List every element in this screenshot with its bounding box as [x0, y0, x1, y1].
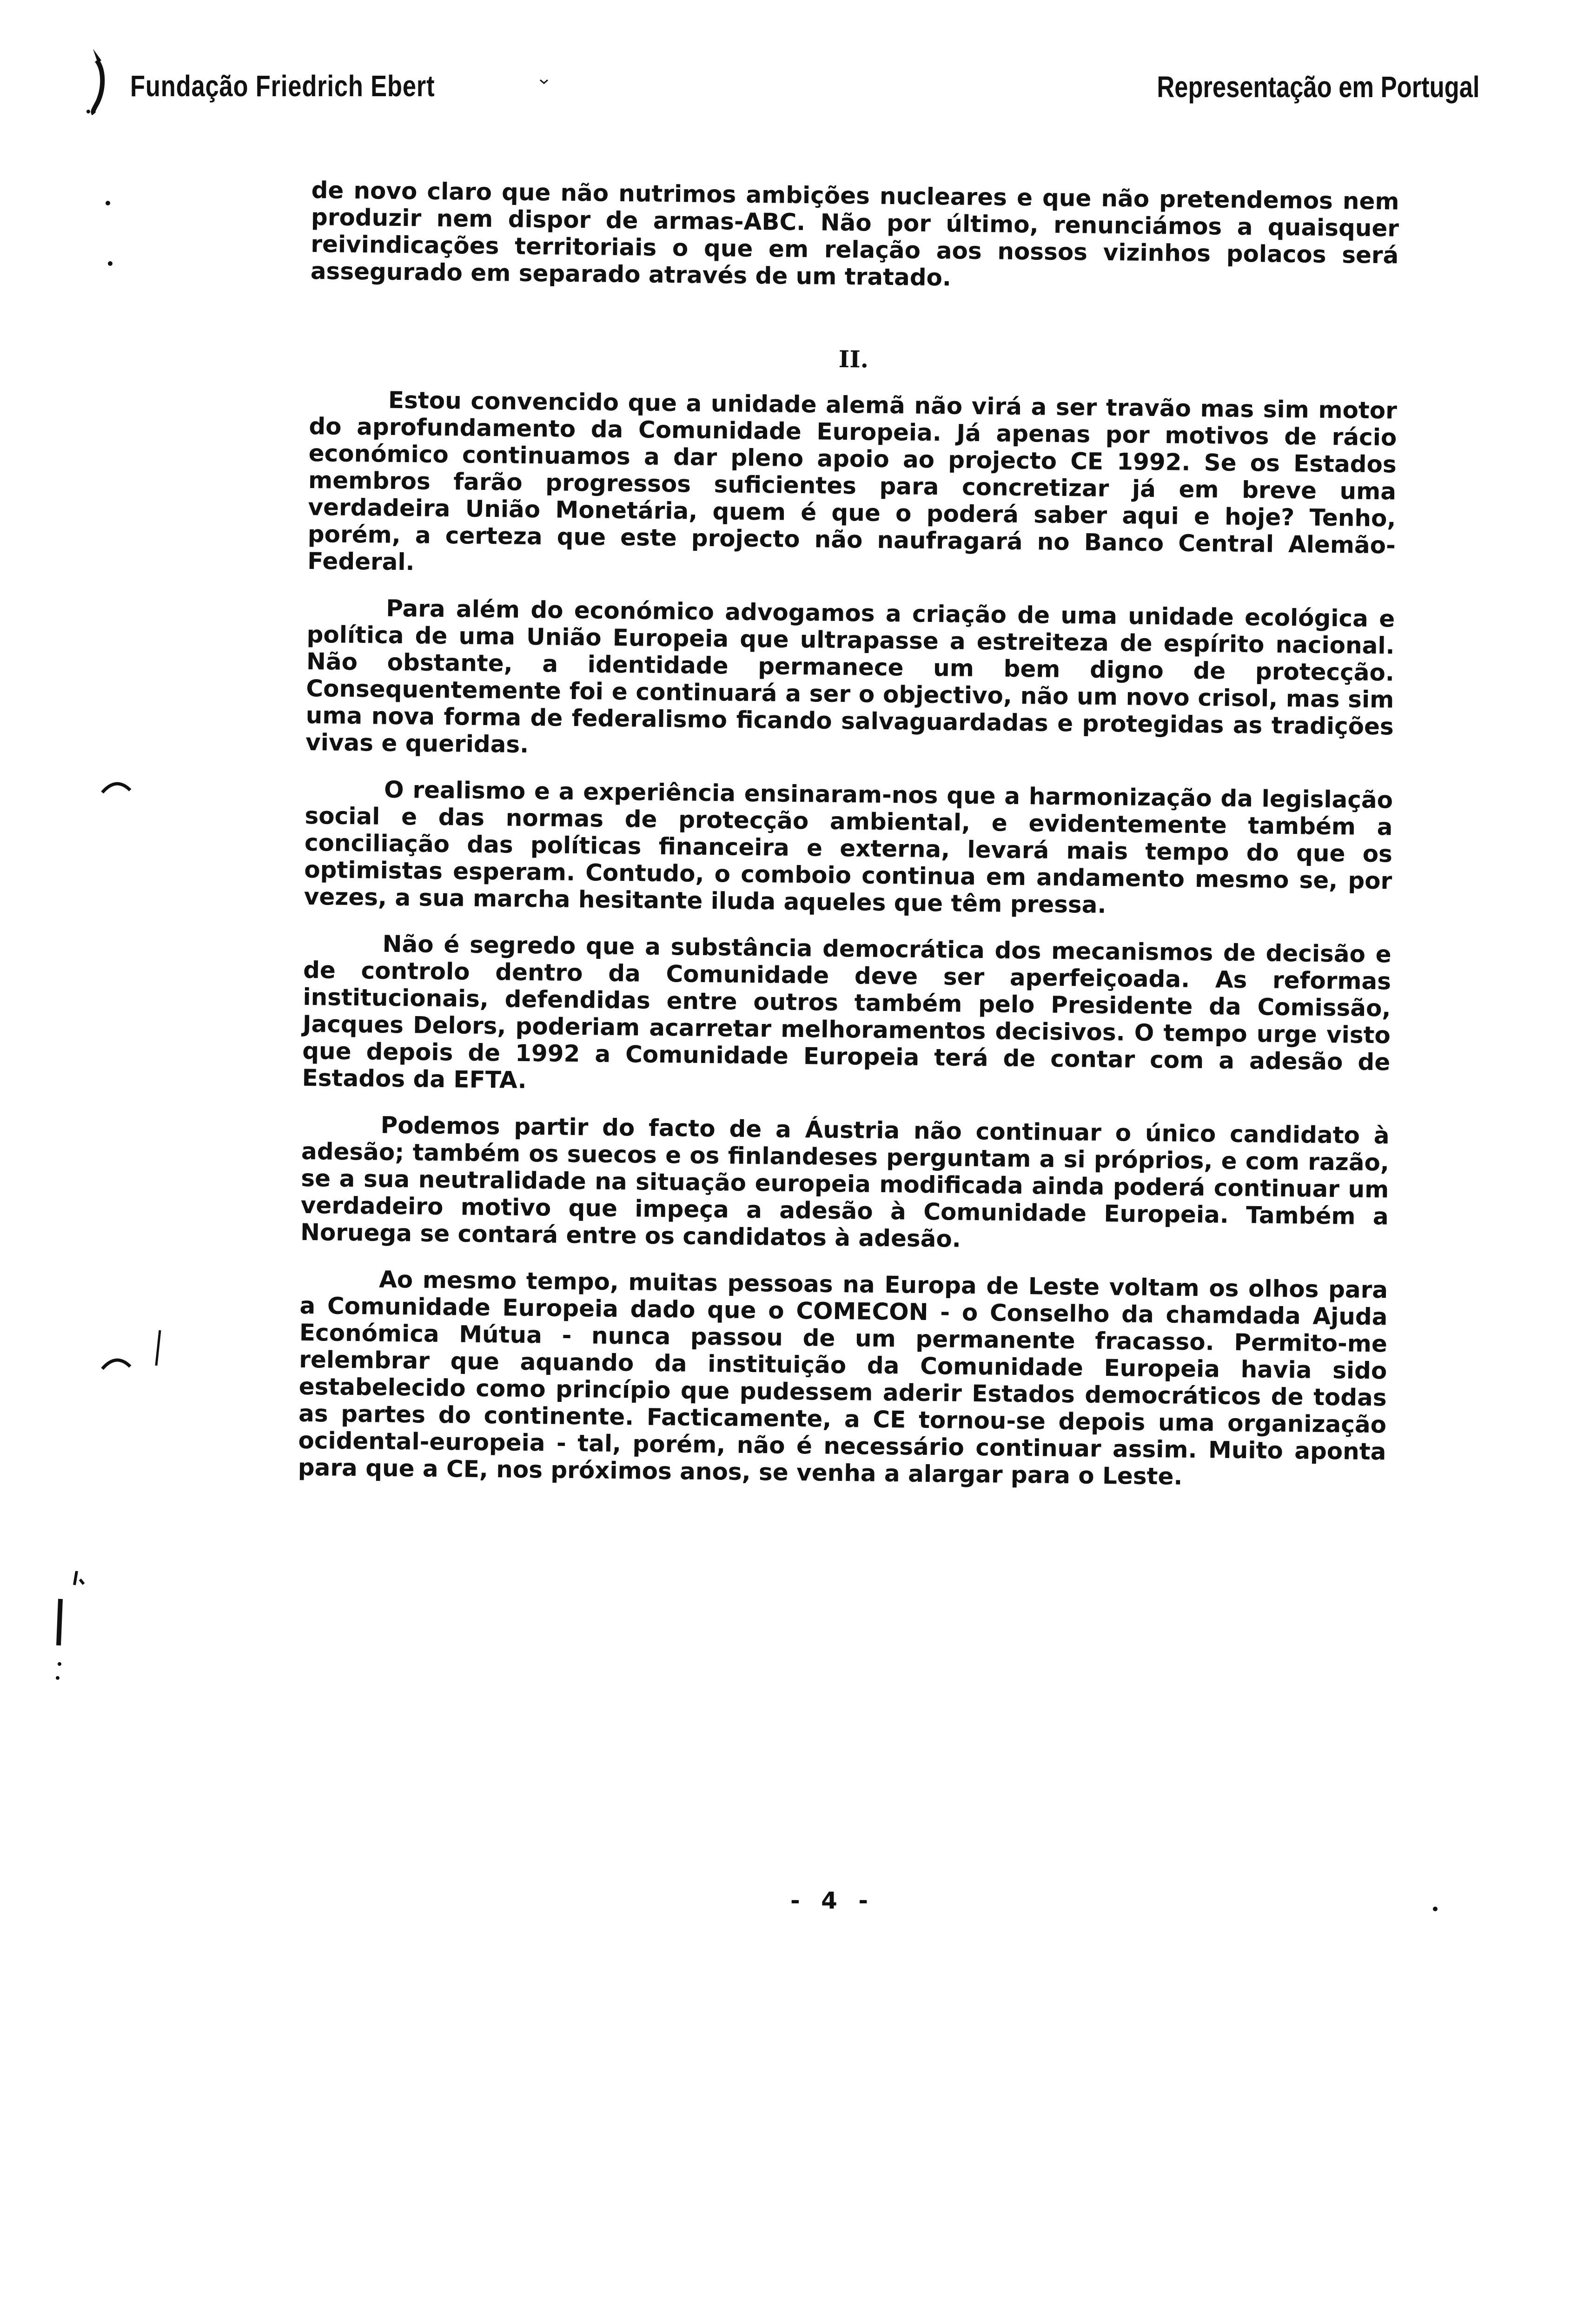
- margin-dot-1: [105, 200, 111, 206]
- margin-mark-4: [51, 1571, 93, 1683]
- letter-body: [298, 177, 1399, 1512]
- margin-mark-2: [100, 1353, 133, 1371]
- office-name: Representação em Portugal: [1156, 70, 1479, 104]
- section-heading: II.: [838, 345, 869, 373]
- margin-dot-4: [539, 79, 549, 85]
- paragraph-4: O realismo e a experiência ensinaram-nos que a harmonização da legislação social e das normas de protecção ambiental, e evidentemente também a conciliação das políticas financeira e externa, levará mais tempo do que os optimistas esperam. Contudo, o comboio continua em andamento mesmo se, por vezes, a sua marcha hesitante iluda aqueles que têm pressa.: [304, 776, 1393, 918]
- paragraph-7: Ao mesmo tempo, muitas pessoas na Europa de Leste voltam os olhos para a Comunidade Europeia dado que o COMECON - o Conselho da chamdada Ajuda Económica Mútua - nunca passou de um permanente fracasso. Permito-me relembrar que aquando da instituição da Comunidade Europeia havia sido estabelecido como princípio que pudessem aderir Estados democráticos de todas as partes do continente. Facticamente, a CE tornou-se depois uma organização ocidental-europeia - tal, porém, não é necessário continuar assim. Muito aponta para que a CE, nos próximos anos, se venha a alargar para o Leste.: [298, 1266, 1388, 1490]
- margin-dot-3: [1432, 1906, 1438, 1912]
- paragraph-2: Estou convencido que a unidade alemã não virá a ser travão mas sim motor do aprofundamento da Comunidade Europeia. Já apenas por motivos de rácio económico continuamos a dar pleno apoio ao projecto CE 1992. Se os Estados membros farão progressos suficientes para concretizar já em breve uma verdadeira União Monetária, quem é que o poderá saber aqui e hoje? Tenho, porém, a certeza que este projecto não naufragará no Banco Central Alemão-Federal.: [307, 386, 1398, 576]
- foundation-logo-icon: [84, 46, 112, 116]
- margin-mark-3: [153, 1329, 163, 1367]
- letterhead-left: [84, 46, 502, 116]
- organization-name: Fundação Friedrich Ebert: [130, 69, 435, 103]
- margin-mark-1: [100, 776, 133, 795]
- paragraph-6: Podemos partir do facto de a Áustria não continuar o único candidato à adesão; também os suecos e os finlandeses perguntam a si próprios, e com razão, se a sua neutralidade na situação europeia modificada ainda poderá continuar um verdadeiro motivo que impeça a adesão à Comunidade Europeia. Também a Noruega se contará entre os candidatos à adesão.: [300, 1111, 1390, 1253]
- paragraph-1: de novo claro que não nutrimos ambições nucleares e que não pretendemos nem produzir nem dispor de armas-ABC. Não por último, renunciámos a quaisquer reivindicações territoriais o que em relação aos nossos vizinhos polacos será assegurado em separado através de um tratado.: [310, 177, 1399, 291]
- paragraph-3: Para além do económico advogamos a criação de uma unidade ecológica e política de uma União Europeia que ultrapasse a estreiteza de espírito nacional. Não obstante, a identidade permanece um bem digno de protecção. Consequentemente foi e continuará a ser o objectivo, não um novo crisol, mas sim uma nova forma de federalismo ficando salvaguardadas e protegidas as tradições vivas e queridas.: [305, 594, 1395, 758]
- margin-dot-2: [107, 260, 113, 267]
- paragraph-5: Não é segredo que a substância democrática dos mecanismos de decisão e de controlo dentro da Comunidade deve ser aperfeiçoada. As reformas institucionais, defendidas entre outros também pelo Presidente da Comissão, Jacques Delors, poderiam acarretar melhoramentos decisivos. O tempo urge visto que depois de 1992 a Comunidade Europeia terá de contar com a adesão de Estados da EFTA.: [302, 930, 1391, 1094]
- page-number: - 4 -: [790, 1887, 875, 1914]
